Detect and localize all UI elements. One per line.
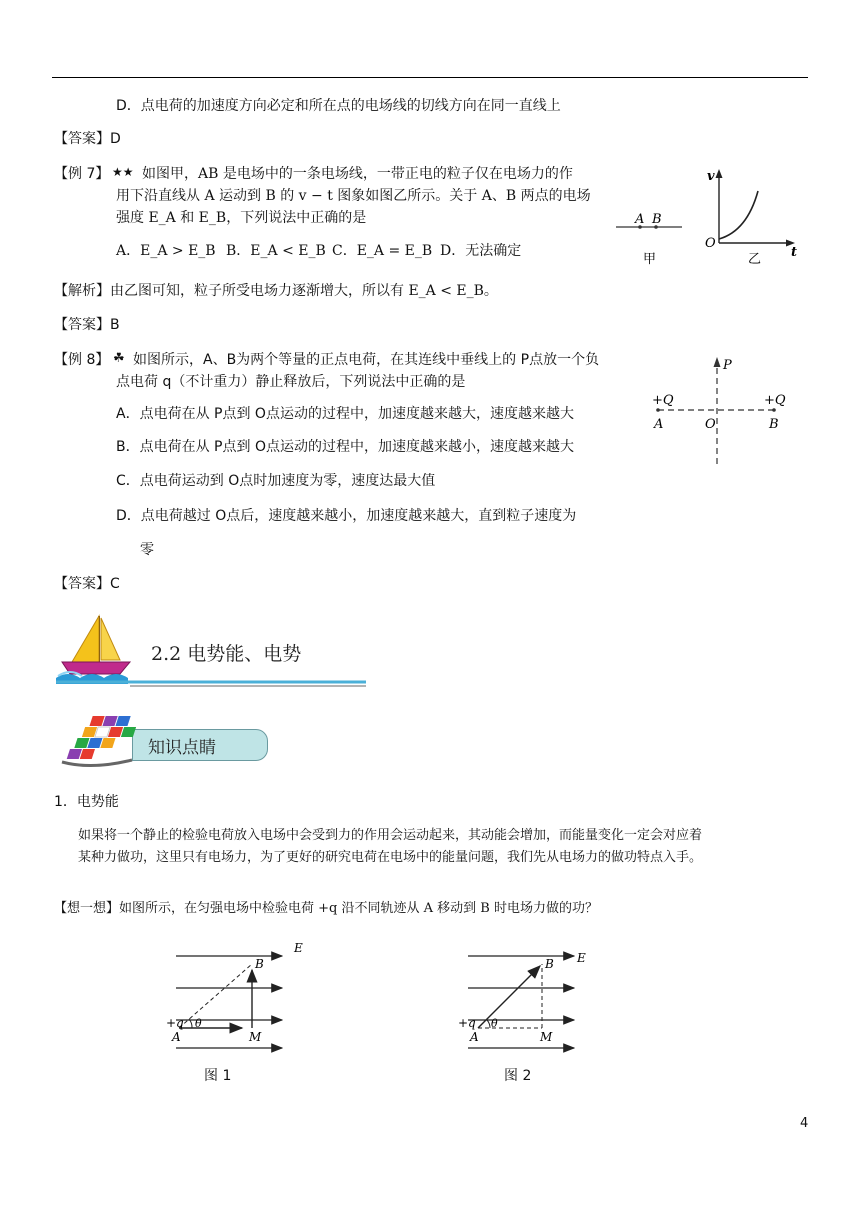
- label-a: A: [654, 417, 664, 432]
- q7-star-rating: ★★: [112, 165, 134, 179]
- label-a: A: [172, 1030, 181, 1044]
- label-m: M: [540, 1030, 553, 1044]
- q7-figure-jia: [616, 212, 682, 267]
- label-v: v: [707, 169, 715, 184]
- angle-arc: [487, 1020, 490, 1028]
- q7-figure: [612, 165, 802, 270]
- label-m: M: [249, 1030, 262, 1044]
- knowledge-banner-label: 知识点睛: [148, 738, 216, 758]
- q8-answer: 【答案】C: [54, 576, 120, 592]
- q7-tag: 【例 7】: [54, 166, 110, 182]
- label-q: +q: [166, 1016, 184, 1030]
- q8-stem-line1: 如图所示，A、B为两个等量的正点电荷，在其连线中垂线上的 P点放一个负: [133, 352, 600, 368]
- q7-analysis: 【解析】由乙图可知，粒子所受电场力逐渐增大，所以有 E_A < E_B。: [54, 283, 498, 299]
- q7-option-b: B．E_A < E_B: [226, 243, 326, 259]
- q8-stem-line2: 点电荷 q（不计重力）静止释放后，下列说法中正确的是: [116, 374, 466, 390]
- label-q: +q: [458, 1016, 476, 1030]
- label-t: t: [791, 245, 798, 260]
- charge-a: [656, 408, 660, 412]
- q8-figure: [648, 352, 798, 472]
- q7-figure-yi: [705, 169, 797, 267]
- q7-option-a: A．E_A > E_B: [116, 243, 216, 259]
- figure-1-caption: 图 1: [204, 1068, 232, 1084]
- label-q-right: +Q: [764, 393, 786, 408]
- label-a: A: [635, 212, 645, 227]
- label-e: E: [294, 941, 303, 955]
- q7-stem-line1: 如图甲，AB 是电场中的一条电场线，一带正电的粒子仅在电场力的作: [142, 166, 573, 182]
- label-theta: θ: [491, 1017, 498, 1030]
- label-b: B: [652, 212, 662, 227]
- q6-answer: 【答案】D: [54, 131, 121, 147]
- caption-yi: 乙: [748, 252, 762, 267]
- header-rule: [52, 77, 808, 78]
- section-title: 2.2 电势能、电势: [151, 643, 302, 665]
- figure-2-caption: 图 2: [504, 1068, 532, 1084]
- label-p: P: [723, 358, 732, 373]
- label-a: A: [470, 1030, 479, 1044]
- q8-option-d-line1: D．点电荷越过 O点后，速度越来越小，加速度越来越大，直到粒子速度为: [116, 508, 577, 524]
- q7-stem-line2: 用下沿直线从 A 运动到 B 的 v − t 图象如图乙所示。关于 A、B 两点的电场: [116, 188, 591, 204]
- path-ab: [478, 966, 540, 1028]
- think-prompt: 【想一想】如图所示，在匀强电场中检验电荷 +q 沿不同轨迹从 A 移动到 B 时电场力做的功？: [54, 901, 598, 916]
- paragraph-line1: 如果将一个静止的检验电荷放入电场中会受到力的作用会运动起来，其动能会增加，而能量变化一定会对应着: [78, 828, 703, 843]
- q6-option-d: D．点电荷的加速度方向必定和所在点的电场线的切线方向在同一直线上: [116, 98, 561, 114]
- label-o: O: [705, 417, 716, 432]
- v-axis-arrow: [716, 169, 723, 178]
- q8-tag: 【例 8】: [54, 352, 110, 368]
- page-number: 4: [800, 1116, 809, 1131]
- point-p: [716, 364, 719, 367]
- label-o: O: [705, 236, 716, 251]
- q7-option-c: C．E_A = E_B: [332, 243, 433, 259]
- q7-option-d: D．无法确定: [440, 243, 522, 259]
- label-b: B: [545, 957, 554, 971]
- path-ab-dashed: [179, 964, 252, 1028]
- v-t-curve: [719, 191, 758, 239]
- item1-title: 1．电势能: [54, 794, 119, 810]
- figure-1: [164, 936, 314, 1056]
- q8-option-d-line2: 零: [140, 542, 154, 558]
- caption-jia: 甲: [643, 252, 657, 267]
- colored-tiles-icon: [52, 712, 136, 772]
- q8-option-a: A．点电荷在从 P点到 O点运动的过程中，加速度越来越大，速度越来越大: [116, 406, 574, 422]
- paragraph-line2: 某种力做功，这里只有电场力，为了更好的研究电荷在电场中的能量问题，我们先从电场力的做功特点入手。: [78, 850, 703, 865]
- label-q-left: +Q: [652, 393, 674, 408]
- q7-answer: 【答案】B: [54, 317, 120, 333]
- q8-option-b: B．点电荷在从 P点到 O点运动的过程中，加速度越来越小，速度越来越大: [116, 439, 574, 455]
- label-b: B: [769, 417, 779, 432]
- charge-b: [772, 408, 776, 412]
- q8-option-c: C．点电荷运动到 O点时加速度为零，速度达最大值: [116, 473, 436, 489]
- label-b: B: [255, 957, 264, 971]
- label-theta: θ: [195, 1017, 202, 1030]
- figure-2: [456, 936, 606, 1056]
- q8-star-rating: ☘: [113, 351, 125, 366]
- q7-stem-line3: 强度 E_A 和 E_B，下列说法中正确的是: [116, 210, 367, 226]
- label-e: E: [577, 951, 586, 965]
